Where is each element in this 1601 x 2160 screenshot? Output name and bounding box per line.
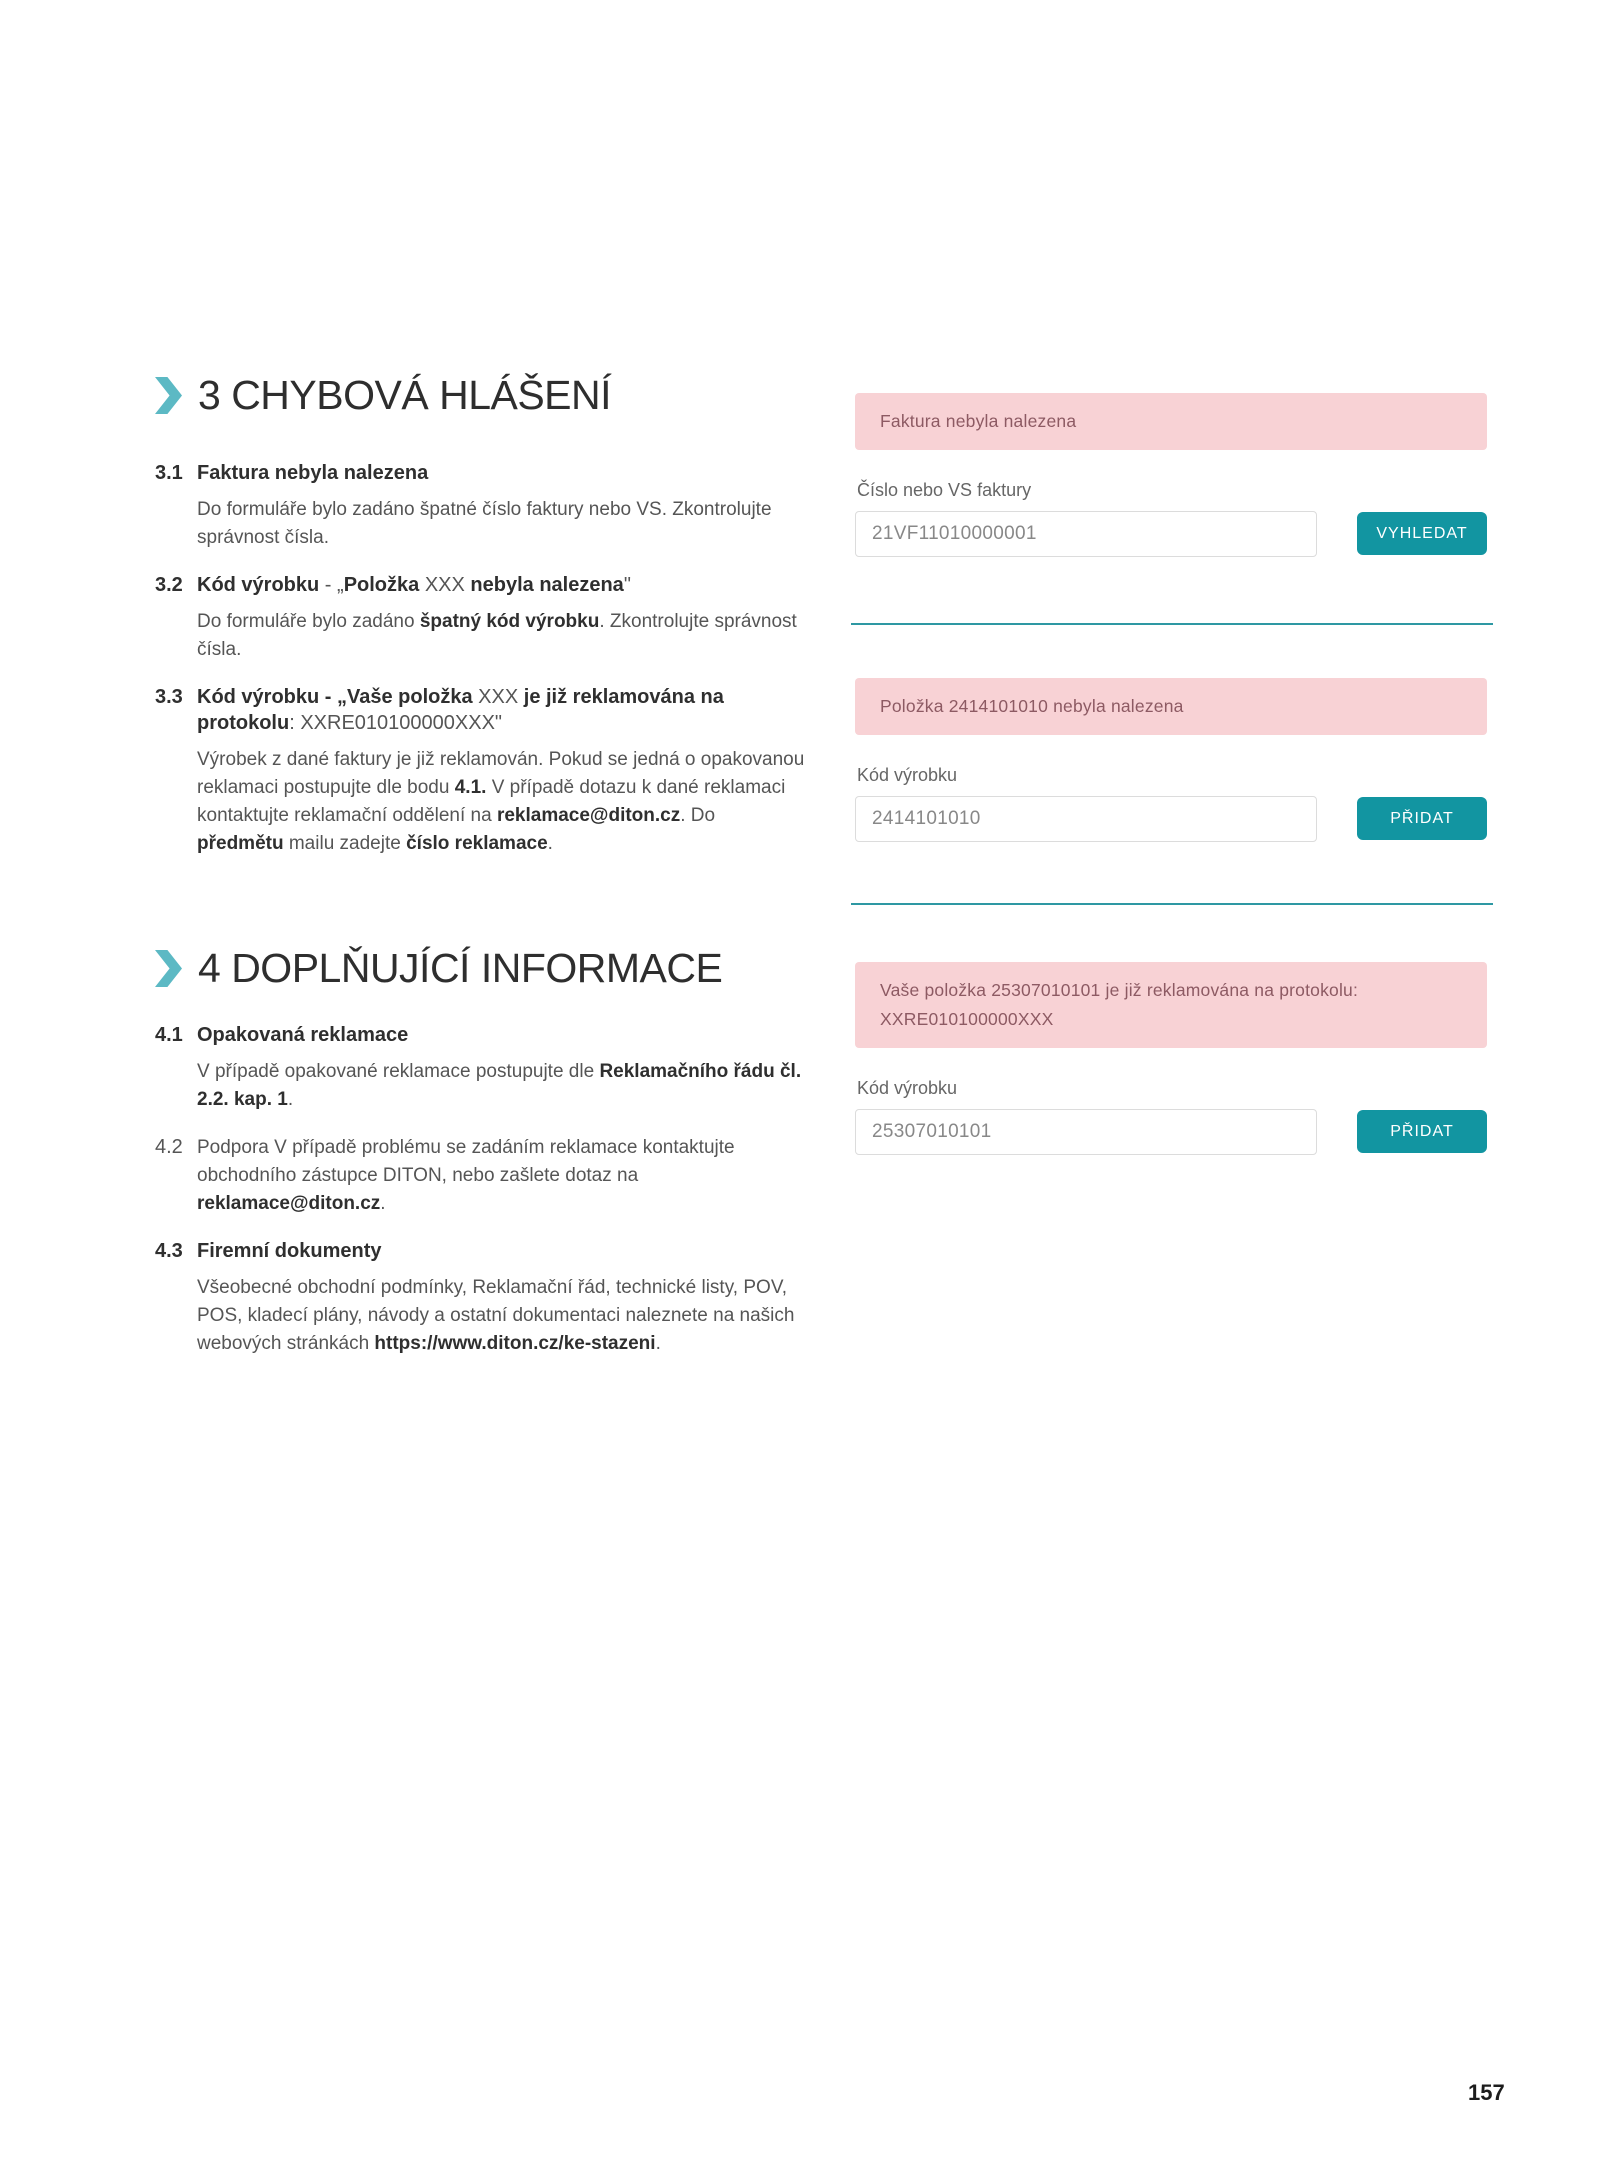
item-number: 4.3	[155, 1240, 183, 1262]
field-label: Kód výrobku	[857, 764, 958, 785]
field-label: Číslo nebo VS faktury	[857, 479, 1032, 500]
chevron-icon	[155, 377, 182, 414]
item-number: 3.3	[155, 686, 183, 708]
doc-item-4.1	[155, 1022, 805, 1114]
error-banner-line: Faktura nebyla nalezena	[880, 411, 1077, 431]
field-label: Kód výrobku	[857, 1077, 958, 1098]
item-heading: Opakovaná reklamace	[197, 1024, 409, 1046]
section-3-items	[155, 460, 805, 878]
item-heading: Kód výrobku - „Vaše položka XXX je již reklamována na protokolu: XXRE010100000XXX"	[197, 686, 724, 734]
error-banner	[855, 393, 1487, 450]
error-banner-line: XXRE010100000XXX	[880, 1008, 1054, 1029]
search-button[interactable]: VYHLEDAT	[1357, 512, 1487, 555]
text-input[interactable]	[855, 511, 1317, 557]
item-heading: Firemní dokumenty	[197, 1240, 382, 1262]
chevron-icon	[155, 950, 182, 987]
error-example-form	[855, 678, 1487, 842]
section-3-heading	[155, 372, 611, 419]
doc-item-3.1	[155, 460, 805, 552]
item-heading: Kód výrobku - „Položka XXX nebyla nalezena"	[197, 574, 631, 596]
item-number: 3.1	[155, 462, 183, 484]
page-number: 157	[1468, 2080, 1505, 2105]
error-example-form	[855, 962, 1487, 1155]
section-4-heading	[155, 945, 722, 992]
item-number: 3.2	[155, 574, 183, 596]
error-example-form	[855, 393, 1487, 557]
section-4-title: 4 DOPLŇUJÍCÍ INFORMACE	[198, 945, 723, 991]
item-heading: Faktura nebyla nalezena	[197, 462, 429, 484]
item-paragraph: Všeobecné obchodní podmínky, Reklamační řád, technické listy, POV, POS, kladecí plány, návody a ostatní dokumentaci naleznete na našich webových stránkách https://www.diton.cz/ke-stazeni.	[197, 1277, 795, 1354]
doc-item-4.2	[155, 1134, 805, 1218]
section-3-title: 3 CHYBOVÁ HLÁŠENÍ	[198, 372, 612, 418]
error-banner	[855, 678, 1487, 735]
text-input[interactable]	[855, 1109, 1317, 1155]
error-banner	[855, 962, 1487, 1048]
section-divider	[851, 623, 1493, 625]
add-button[interactable]: PŘIDAT	[1357, 1110, 1487, 1153]
doc-item-3.2	[155, 572, 805, 664]
item-paragraph: Podpora V případě problému se zadáním reklamace kontaktujte obchodního zástupce DITON, nebo zašlete dotaz na reklamace@diton.cz.	[197, 1137, 735, 1214]
section-divider	[851, 903, 1493, 905]
item-paragraph: Do formuláře bylo zadáno špatné číslo faktury nebo VS. Zkontrolujte správnost čísla.	[197, 499, 772, 548]
doc-item-3.3	[155, 684, 805, 858]
item-paragraph: Výrobek z dané faktury je již reklamován. Pokud se jedná o opakovanou reklamaci postupujte dle bodu 4.1. V případě dotazu k dané reklamaci kontaktujte reklamační oddělení na reklamace@diton.cz. Do předmětu mailu zadejte číslo reklamace.	[197, 749, 805, 854]
item-paragraph: Do formuláře bylo zadáno špatný kód výrobku. Zkontrolujte správnost čísla.	[197, 611, 797, 660]
section-4-items	[155, 1022, 805, 1378]
item-number: 4.2	[155, 1136, 183, 1158]
add-button[interactable]: PŘIDAT	[1357, 797, 1487, 840]
error-banner-line: Položka 2414101010 nebyla nalezena	[880, 696, 1184, 716]
item-paragraph: V případě opakované reklamace postupujte dle Reklamačního řádu čl. 2.2. kap. 1.	[197, 1061, 802, 1110]
input-row	[855, 511, 1487, 557]
error-banner-line: Vaše položka 25307010101 je již reklamována na protokolu:	[880, 980, 1359, 1000]
doc-item-4.3	[155, 1238, 805, 1358]
item-number: 4.1	[155, 1024, 183, 1046]
input-row	[855, 1109, 1487, 1155]
text-input[interactable]	[855, 796, 1317, 842]
input-row	[855, 796, 1487, 842]
